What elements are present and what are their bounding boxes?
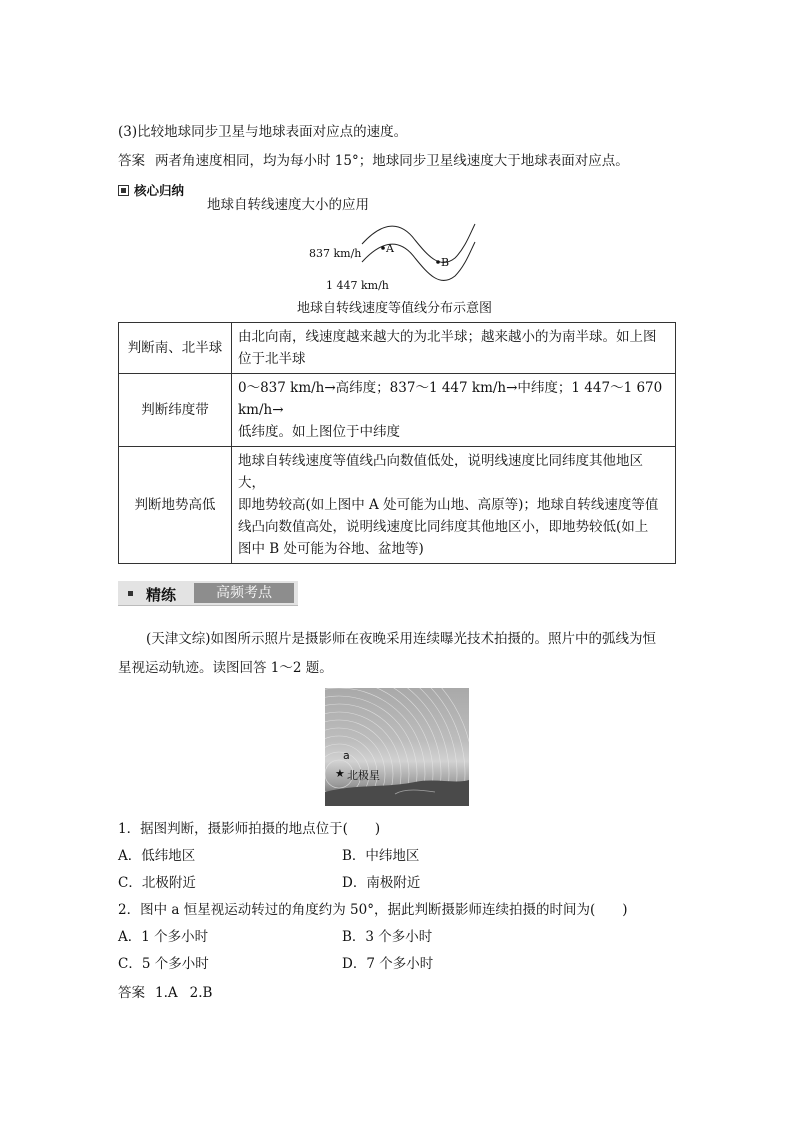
table-key: 判断南、北半球 xyxy=(119,323,232,374)
summary-table xyxy=(118,322,676,564)
core-summary-heading xyxy=(118,181,184,199)
intro-line-1: (天津文综)如图所示照片是摄影师在夜晚采用连续曝光技术拍摄的。照片中的弧线为恒 xyxy=(146,631,657,647)
q2-option-c: C．5 个多小时 xyxy=(118,956,209,972)
table-value xyxy=(232,447,676,564)
table-value-line: 地球自转线速度等值线凸向数值低处，说明线速度比同纬度其他地区大， xyxy=(238,453,643,491)
table-value-line: 0～837 km/h→高纬度；837～1 447 km/h→中纬度；1 447～1 670 km/h→ xyxy=(238,380,663,418)
table-key: 判断地势高低 xyxy=(119,447,232,564)
practice-banner-title: 精练 xyxy=(146,586,177,604)
table-row xyxy=(119,447,676,564)
table-value-line: 由北向南，线速度越来越大的为北半球；越来越小的为南半球。如上图 xyxy=(238,329,657,345)
square-bullet-icon xyxy=(128,591,133,596)
point-b-dot xyxy=(436,260,440,264)
table-value-line: 即地势较高(如上图中 A 处可能为山地、高原等)；地球自转线速度等值 xyxy=(238,497,659,513)
practice-banner-tab: 高频考点 xyxy=(194,583,294,603)
answer-3 xyxy=(118,149,629,169)
star-trail-photo xyxy=(325,688,469,806)
q1-option-b: B．中纬地区 xyxy=(342,848,420,864)
table-value xyxy=(232,374,676,447)
photo-label-a: a xyxy=(343,749,350,762)
answer-2: 2.B xyxy=(189,985,213,1001)
q2-option-b: B．3 个多小时 xyxy=(342,929,433,945)
q2-option-a: A．1 个多小时 xyxy=(118,929,209,945)
table-value-line: 低纬度。如上图位于中纬度 xyxy=(238,424,400,440)
table-key: 判断纬度带 xyxy=(119,374,232,447)
star-trails xyxy=(325,688,469,806)
q2-option-d: D．7 个多小时 xyxy=(342,956,434,972)
isoline-label-837: 837 km/h xyxy=(309,247,362,260)
isoline-1447 xyxy=(362,242,475,281)
point-a-label: A xyxy=(386,242,394,255)
diagram-caption: 地球自转线速度等值线分布示意图 xyxy=(297,301,493,316)
table-value-line: 图中 B 处可能为谷地、盆地等) xyxy=(238,541,424,557)
answer-1: 1.A xyxy=(155,985,178,1001)
q1-option-d: D．南极附近 xyxy=(342,875,421,891)
core-subtitle: 地球自转线速度大小的应用 xyxy=(207,197,369,213)
question-3: (3)比较地球同步卫星与地球表面对应点的速度。 xyxy=(118,124,408,140)
table-value xyxy=(232,323,676,374)
table-row xyxy=(119,374,676,447)
answer-label: 答案 xyxy=(118,985,145,1001)
photo-label-polaris: 北极星 xyxy=(347,769,380,782)
star-icon: ★ xyxy=(335,767,345,780)
final-answer xyxy=(118,981,212,1001)
answer-3-text: 两者角速度相同，均为每小时 15°；地球同步卫星线速度大于地球表面对应点。 xyxy=(155,153,629,169)
square-bullet-icon xyxy=(118,185,129,196)
point-a-dot xyxy=(381,246,385,250)
q1-option-a: A．低纬地区 xyxy=(118,848,196,864)
practice-banner xyxy=(118,581,298,606)
question-2-stem: 2．图中 a 恒星视运动转过的角度约为 50°，据此判断摄影师连续拍摄的时间为( ) xyxy=(118,902,628,918)
intro-line-2: 星视运动轨迹。读图回答 1～2 题。 xyxy=(118,660,333,676)
isoline-label-1447: 1 447 km/h xyxy=(326,279,389,292)
question-1-stem: 1．据图判断，摄影师拍摄的地点位于( ) xyxy=(118,821,381,837)
answer-label: 答案 xyxy=(118,153,145,169)
table-value-line: 线凸向数值高处，说明线速度比同纬度其他地区小，即地势较低(如上 xyxy=(238,519,649,535)
isoline-837 xyxy=(362,224,475,263)
q1-option-c: C．北极附近 xyxy=(118,875,196,891)
point-b-label: B xyxy=(441,256,450,269)
core-summary-heading-text: 核心归纳 xyxy=(134,183,185,198)
table-row xyxy=(119,323,676,374)
table-value-line: 位于北半球 xyxy=(238,351,306,367)
